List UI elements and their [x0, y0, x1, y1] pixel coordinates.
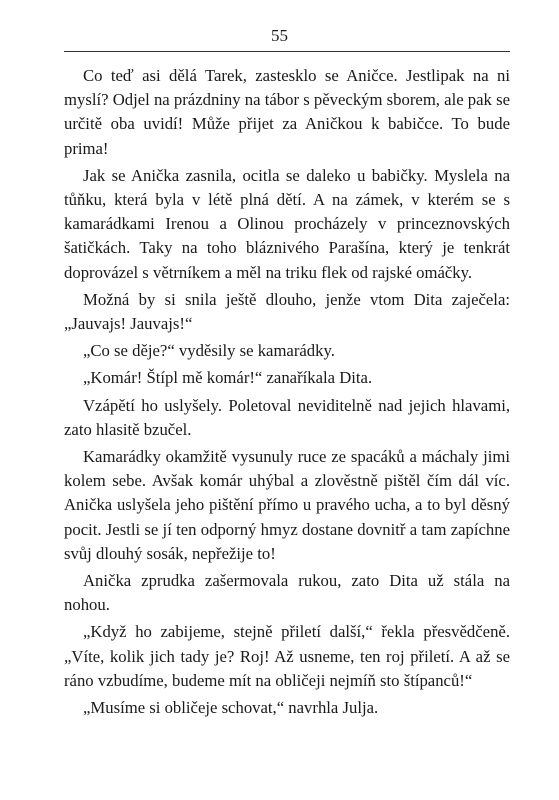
paragraph: „Když ho zabijeme, stejně přiletí další,“ řekla přesvědčeně. „Víte, kolik jich tady je? Roj! Až usneme, ten roj přiletí. A až se ráno vzbudíme, budeme mít na obličeji nejmíň sto štípanců!“	[64, 622, 510, 690]
paragraph: Možná by si snila ještě dlouho, jenže vtom Dita zaječela: „Jauvajs! Jauvajs!“	[64, 289, 510, 334]
paragraph: Anička zprudka zašermovala rukou, zato Dita už stála na nohou.	[64, 571, 510, 615]
paragraph: „Musíme si obličeje schovat,“ navrhla Julja.	[83, 698, 379, 718]
page-number: 55	[271, 26, 288, 45]
paragraph: Jak se Anička zasnila, ocitla se daleko u babičky. Myslela na tůňku, která byla v létě plná dětí. A na zámek, v kterém se s kamarádkami Irenou a Olinou procházely v princeznovských šatičkách. Taky na toho bláznivého Parašína, který je tenkrát doprovázel s větrníkem a měl na triku flek od rajské omáčky.	[64, 165, 510, 282]
paragraph: Co teď asi dělá Tarek, zastesklo se Aničce. Jestlipak na ni myslí? Odjel na prázdniny na tábor s pěveckým sborem, ale pak se určitě oba uvidí! Může přijet za Aničkou k babičce. To bude prima!	[64, 66, 510, 158]
body-text	[64, 64, 510, 723]
paragraph: „Komár! Štípl mě komár!“ zanaříkala Dita.	[83, 368, 373, 388]
paragraph: Kamarádky okamžitě vysunuly ruce ze spacáků a máchaly jimi kolem sebe. Avšak komár uhýbal a zlověstně pištěl čím dál víc. Anička uslyšela jeho pištění přímo u pravého ucha, a to byl děsný pocit. Jestli se jí ten odporný hmyz dostane dovnitř a tam zapíchne svůj dlouhý sosák, nepřežije to!	[64, 447, 510, 563]
header-rule	[64, 51, 510, 52]
paragraph: „Co se děje?“ vyděsily se kamarádky.	[83, 341, 335, 361]
paragraph: Vzápětí ho uslyšely. Poletoval neviditelně nad jejich hlavami, zato hlasitě bzučel.	[64, 395, 510, 439]
